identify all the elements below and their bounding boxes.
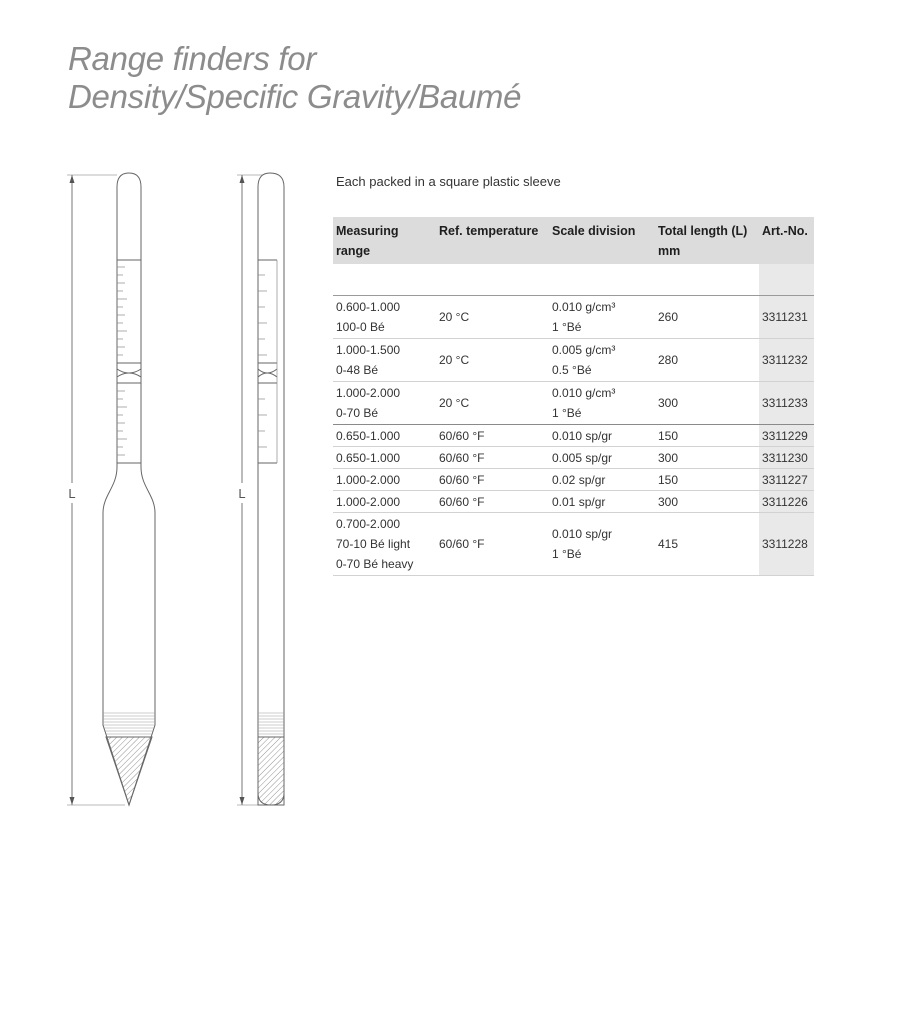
cell-scale-line: 0.5 °Bé [552, 363, 592, 377]
cell-range-line: 0-70 Bé heavy [336, 557, 414, 571]
cell-scale-line: 0.010 sp/gr [552, 527, 613, 541]
table-row [333, 469, 814, 491]
table-row [333, 339, 814, 382]
table-header-row [333, 217, 814, 264]
cell-art-no: 3311232 [759, 339, 814, 382]
cell-length: 150 [655, 469, 759, 491]
cell-scale: 0.010 sp/gr [549, 425, 655, 447]
table-row [333, 425, 814, 447]
cell-art-no: 3311226 [759, 491, 814, 513]
cell-range: 1.000-2.000 [333, 469, 436, 491]
page-title-line-2: Density/Specific Gravity/Baumé [68, 78, 522, 115]
cell-length: 415 [655, 513, 759, 576]
cell-art-no: 3311229 [759, 425, 814, 447]
cell-length: 150 [655, 425, 759, 447]
table-row [333, 447, 814, 469]
cell-art-no: 3311228 [759, 513, 814, 576]
hydrometer-front [103, 173, 155, 805]
cell-range: 0.650-1.000 [333, 447, 436, 469]
cell-art-no: 3311227 [759, 469, 814, 491]
cell-range: 1.000-2.000 [333, 491, 436, 513]
cell-scale [549, 339, 655, 382]
cell-length: 300 [655, 491, 759, 513]
table-row [333, 513, 814, 576]
cell-temp: 60/60 °F [436, 425, 549, 447]
cell-range [333, 339, 436, 382]
cell-scale [549, 296, 655, 339]
cell-art-no: 3311231 [759, 296, 814, 339]
cell-range: 0.650-1.000 [333, 425, 436, 447]
header-measuring-range: Measuring range [333, 217, 436, 264]
cell-scale [549, 382, 655, 425]
page-title [68, 40, 521, 116]
header-ref-temperature: Ref. temperature [436, 217, 549, 264]
cell-range-line: 70-10 Bé light [336, 537, 411, 551]
table-row [333, 296, 814, 339]
cell-temp: 60/60 °F [436, 469, 549, 491]
header-art-no: Art.-No. [759, 217, 814, 264]
cell-temp: 20 °C [436, 296, 549, 339]
page-title-line-1: Range finders for [68, 40, 317, 77]
packing-note: Each packed in a square plastic sleeve [336, 174, 561, 189]
cell-range [333, 513, 436, 576]
cell-scale: 0.02 sp/gr [549, 469, 655, 491]
cell-art-no: 3311233 [759, 382, 814, 425]
cell-scale-line: 0.010 g/cm³ [552, 300, 616, 314]
table-spacer-row [333, 264, 814, 296]
header-total-length-line-2: mm [658, 244, 681, 258]
cell-length: 300 [655, 382, 759, 425]
cell-temp: 20 °C [436, 339, 549, 382]
cell-temp: 20 °C [436, 382, 549, 425]
cell-range [333, 296, 436, 339]
cell-scale: 0.005 sp/gr [549, 447, 655, 469]
cell-range-line: 0.600-1.000 [336, 300, 401, 314]
cell-range-line: 1.000-2.000 [336, 386, 401, 400]
length-label-right: L [238, 486, 246, 501]
cell-scale: 0.01 sp/gr [549, 491, 655, 513]
cell-scale-line: 0.010 g/cm³ [552, 386, 616, 400]
cell-length: 260 [655, 296, 759, 339]
cell-temp: 60/60 °F [436, 447, 549, 469]
hydrometer-side [258, 173, 284, 805]
cell-scale-line: 1 °Bé [552, 406, 582, 420]
cell-range-line: 0-48 Bé [336, 363, 379, 377]
cell-range-line: 1.000-1.500 [336, 343, 401, 357]
cell-range-line: 0.700-2.000 [336, 517, 401, 531]
cell-range [333, 382, 436, 425]
cell-scale-line: 1 °Bé [552, 320, 582, 334]
cell-range-line: 0-70 Bé [336, 406, 379, 420]
cell-scale [549, 513, 655, 576]
cell-length: 300 [655, 447, 759, 469]
cell-scale-line: 1 °Bé [552, 547, 582, 561]
hydrometer-drawing [55, 165, 305, 815]
header-scale-division: Scale division [549, 217, 655, 264]
cell-scale-line: 0.005 g/cm³ [552, 343, 616, 357]
header-total-length-line-1: Total length (L) [658, 224, 748, 238]
cell-temp: 60/60 °F [436, 491, 549, 513]
cell-temp: 60/60 °F [436, 513, 549, 576]
spec-table [333, 217, 814, 576]
cell-range-line: 100-0 Bé [336, 320, 385, 334]
length-label-left: L [68, 486, 76, 501]
cell-length: 280 [655, 339, 759, 382]
table-row [333, 491, 814, 513]
header-total-length [655, 217, 759, 264]
table-row [333, 382, 814, 425]
cell-art-no: 3311230 [759, 447, 814, 469]
